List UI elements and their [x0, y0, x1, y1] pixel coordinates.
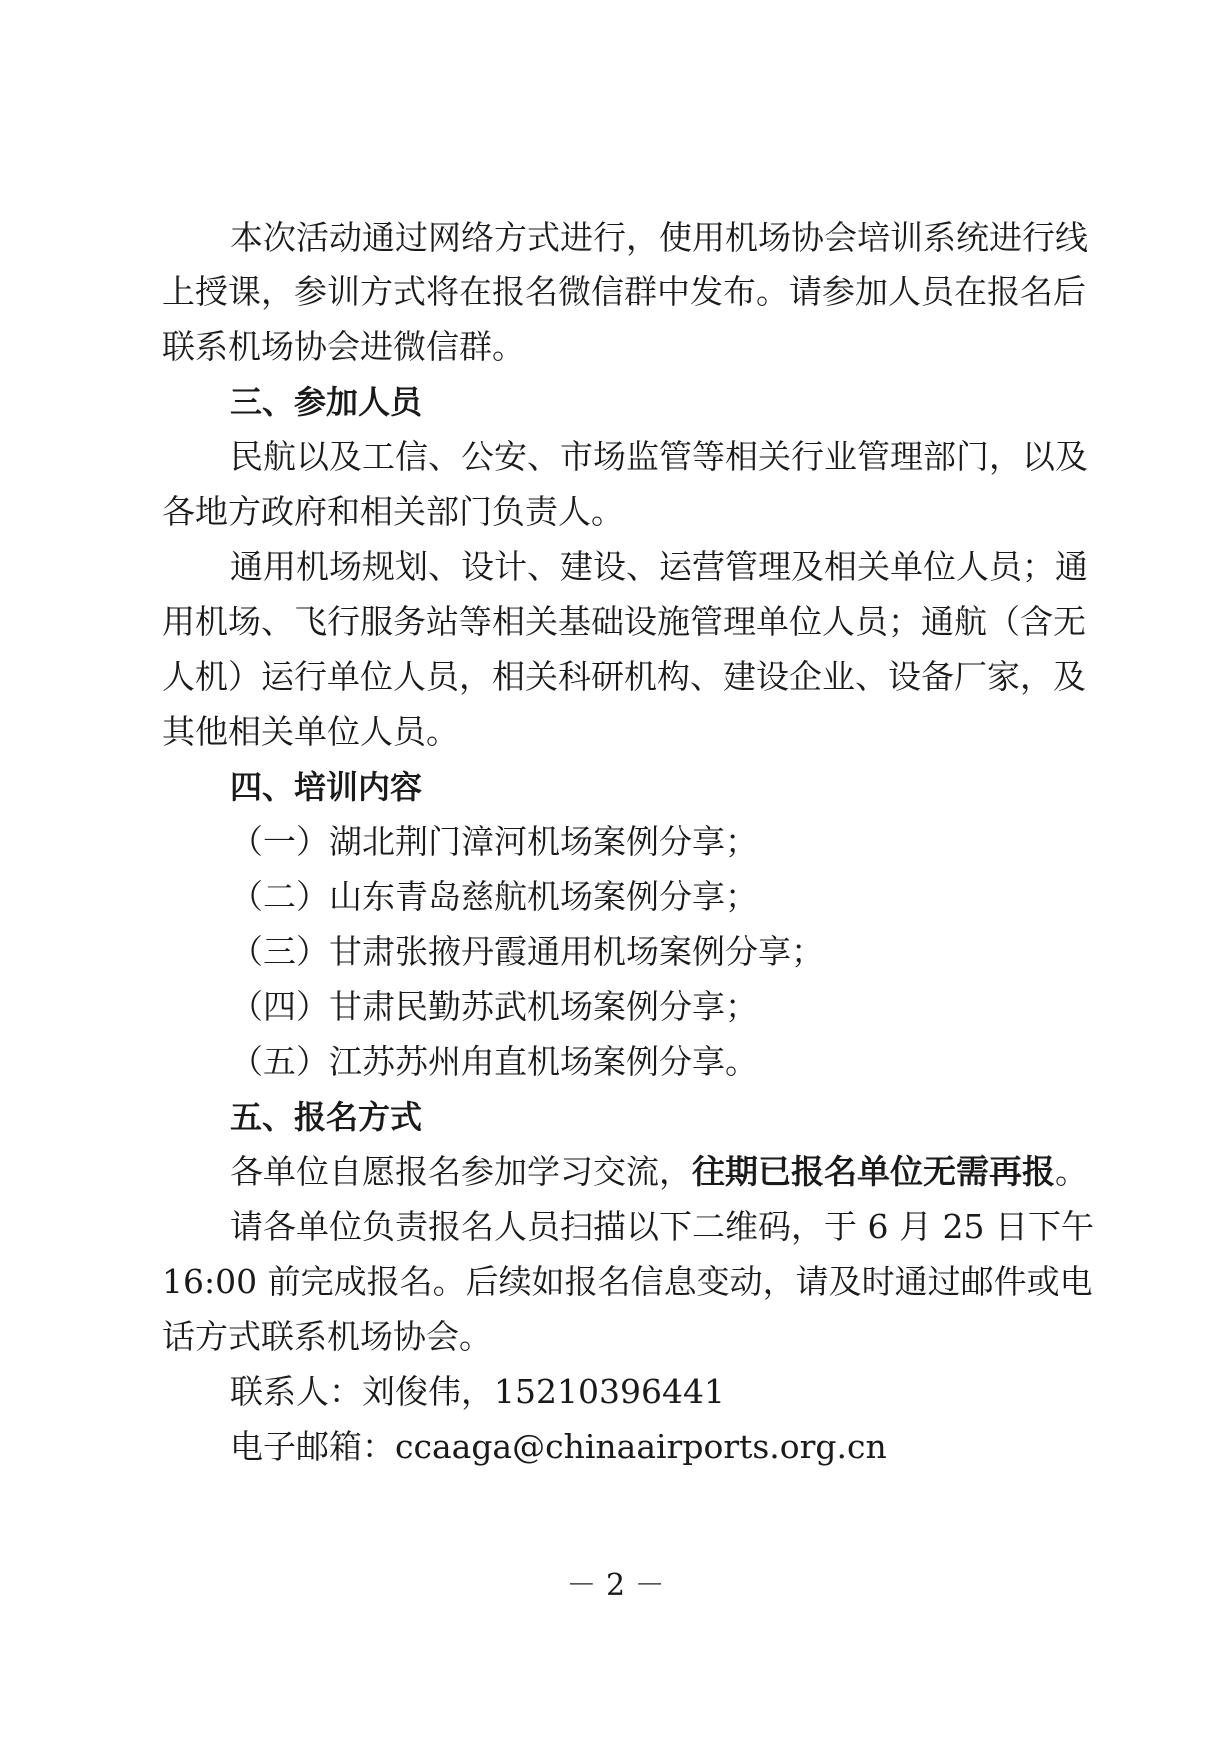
paragraph-line: 人机）运行单位人员，相关科研机构、建设企业、设备厂家，及	[162, 657, 1086, 696]
list-item: （一）湖北荆门漳河机场案例分享；	[230, 822, 758, 861]
registration-note-emphasis: 往期已报名单位无需再报	[692, 1152, 1055, 1191]
list-item: （三）甘肃张掖丹霞通用机场案例分享；	[230, 932, 824, 971]
paragraph-line: 上授课，参训方式将在报名微信群中发布。请参加人员在报名后	[162, 272, 1086, 311]
list-item: （五）江苏苏州甪直机场案例分享。	[230, 1042, 758, 1081]
paragraph-line: 其他相关单位人员。	[162, 712, 459, 751]
section-heading-training-content: 四、培训内容	[230, 768, 423, 806]
paragraph-line: 16:00 前完成报名。后续如报名信息变动，请及时通过邮件或电	[162, 1262, 1093, 1301]
registration-note	[230, 1152, 1088, 1192]
list-item: （四）甘肃民勤苏武机场案例分享；	[230, 987, 758, 1026]
paragraph-line: 请各单位负责报名人员扫描以下二维码，于 6 月 25 日下午	[230, 1207, 1094, 1246]
paragraph-line: 通用机场规划、设计、建设、运营管理及相关单位人员；通	[230, 547, 1088, 586]
page-number: － 2 －	[566, 1568, 665, 1603]
paragraph-line: 用机场、飞行服务站等相关基础设施管理单位人员；通航（含无	[162, 602, 1086, 641]
section-heading-registration: 五、报名方式	[230, 1098, 423, 1136]
paragraph-line: 本次活动通过网络方式进行，使用机场协会培训系统进行线	[230, 218, 1088, 257]
registration-note-suffix: 。	[1055, 1152, 1088, 1191]
registration-note-prefix: 各单位自愿报名参加学习交流，	[230, 1152, 692, 1191]
section-heading-participants: 三、参加人员	[230, 383, 423, 421]
list-item: （二）山东青岛慈航机场案例分享；	[230, 877, 758, 916]
paragraph-line: 联系机场协会进微信群。	[162, 327, 525, 366]
contact-email: 电子邮箱：ccaaga@chinaairports.org.cn	[230, 1427, 887, 1466]
contact-person: 联系人：刘俊伟，15210396441	[230, 1372, 725, 1411]
paragraph-line: 话方式联系机场协会。	[162, 1317, 492, 1356]
paragraph-line: 民航以及工信、公安、市场监管等相关行业管理部门，以及	[230, 437, 1088, 476]
paragraph-line: 各地方政府和相关部门负责人。	[162, 492, 624, 531]
